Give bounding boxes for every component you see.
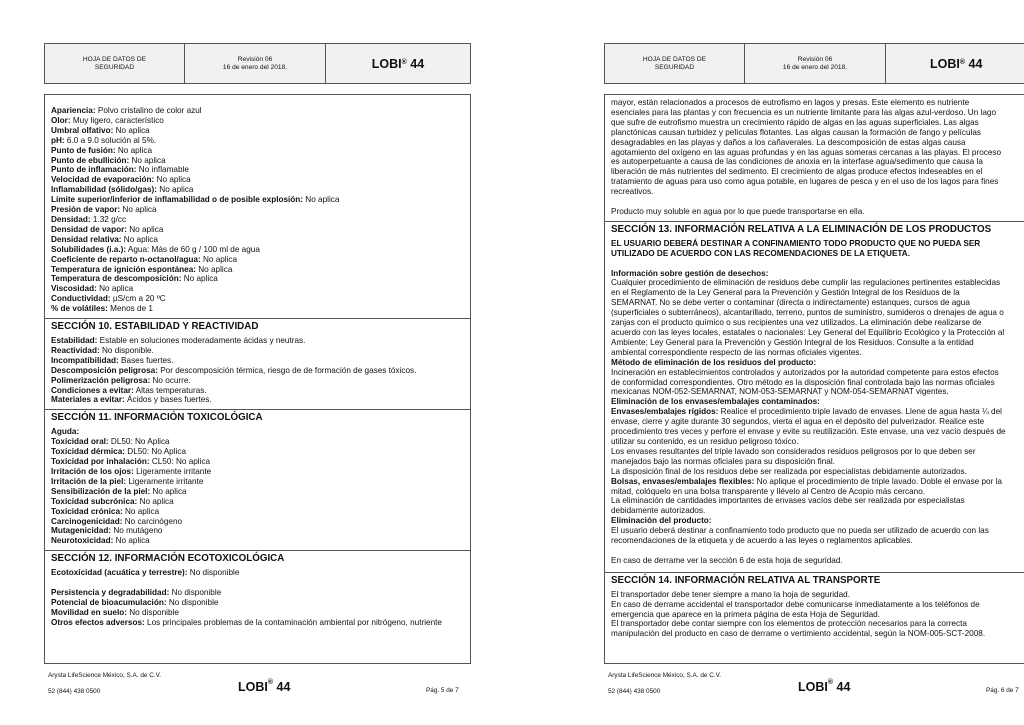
text-line: mayor, están relacionados a procesos de eutrofismo en lagos y presas. Este elemento es nutriente <box>611 98 970 107</box>
text-line: envase, cierre y agite durante 30 segundos, vierta el agua en el depósito del pulverizador. Realice este <box>611 417 985 427</box>
section-14-text <box>611 590 1024 640</box>
toxicology-row: Toxicidad crónica: No aplica <box>51 506 160 516</box>
revision-line1: Revisión 06 <box>797 55 833 63</box>
stability-row: Reactividad: No disponible. <box>51 345 154 355</box>
product-number: 44 <box>965 56 983 71</box>
text-line: La eliminación de cantidades importantes de envases vacíos debe ser realizada por especialistas <box>611 496 965 506</box>
text-line: recomendaciones de la etiqueta y de acuerdo a las leyes o reglamentos aplicables. <box>611 536 913 546</box>
property-row: Umbral olfativo: No aplica <box>51 125 150 135</box>
property-row: Densidad: 1.32 g/cc <box>51 214 127 224</box>
ecotox-row: Potencial de bioacumulación: No disponible <box>51 597 219 607</box>
toxicology-row: Toxicidad por inhalación: CL50: No aplica <box>51 457 211 467</box>
spill-note: En caso de derrame ver la sección 6 de esta hoja de seguridad. <box>611 555 843 565</box>
stability-row: Polimerización peligrosa: No ocurre. <box>51 375 191 385</box>
page-header <box>604 43 1024 84</box>
disposal-warning-line1: EL USUARIO DEBERÁ DESTINAR A CONFINAMIENTO TODO PRODUCTO QUE NO PUEDA SER <box>611 238 981 248</box>
text-line: mexicanas NOM-052-SEMARNAT, NOM-053-SEMARNAT y NOM-054-SEMARNAT vigentes. <box>611 387 949 397</box>
text-line: es autoperpetuante a causa de las condiciones de anoxia en la interfase agua/sedimento que causa la <box>611 157 983 167</box>
footer-product-name: LOBI® 44 <box>238 679 291 694</box>
text-line: desagradables en las playas y daños a los cañaverales. La descomposición de estas algas causa <box>611 137 966 147</box>
property-row: Conductividad: µS/cm a 20 ºC <box>51 294 166 304</box>
ecotox-row: Movilidad en suelo: No disponible <box>51 607 179 617</box>
page-content <box>604 94 1024 664</box>
text-line: esenciales para las plantas y con frecuencia es un nutriente limitante para las algas azul-verdoso. Un lago <box>611 107 997 117</box>
stability-row: Descomposición peligrosa: Por descomposición térmica, riesgo de de formación de gases tóxicos. <box>51 365 417 375</box>
toxicology-row: Mutagenicidad: No mutágeno <box>51 526 163 536</box>
footer-company: Arysta LifeScience México, S.A. de C.V. <box>48 672 162 679</box>
text-line: La disposición final de los residuos debe ser realizada por especialistas debidamente autorizados. <box>611 466 967 476</box>
text-line: SEMARNAT. No se debe verter o contaminar (directa o indirectamente) estanques, cursos de agua <box>611 298 970 308</box>
property-row: Densidad relativa: No aplica <box>51 234 158 244</box>
resulting-containers-text <box>611 447 1024 477</box>
product-name: LOBI <box>930 56 960 71</box>
revision-line1: Revisión 06 <box>237 55 273 63</box>
toxicology-row: Carcinogenicidad: No carcinógeno <box>51 516 183 526</box>
section-11-title: SECCIÓN 11. INFORMACIÓN TOXICOLÓGICA <box>45 409 470 427</box>
toxicology-row: Toxicidad subcrónica: No aplica <box>51 496 174 506</box>
toxicology-row: Neurotoxicidad: No aplica <box>51 536 150 546</box>
text-line: en el Reglamento de la Ley General para la Prevención y Gestión Integral de los Residuos de la <box>611 288 960 298</box>
flexible-containers-text <box>611 477 1024 517</box>
toxicology-row: Irritación de los ojos: Ligeramente irritante <box>51 467 212 476</box>
waste-info-heading: Información sobre gestión de desechos: <box>611 268 769 278</box>
footer-phone: 52 (844) 438 0500 <box>48 688 101 695</box>
page-5 <box>44 0 514 725</box>
stability-row: Incompatibilidad: Bases fuertes. <box>51 355 174 365</box>
text-line: que sufre de eutrofismo muestra un crecimiento rápido de algas en las aguas superficiales. Las algas <box>611 117 979 127</box>
text-line: de conformidad correspondientes. Otro método es la disposición final controlada bajo las normas oficiales <box>611 377 995 387</box>
doc-title-line2: SEGURIDAD <box>94 63 135 71</box>
text-line: debidamente autorizados. <box>611 506 706 516</box>
ecotox-row: Otros efectos adversos: Los principales problemas de la contaminación ambiental por nitrógeno, nutriente <box>51 617 442 627</box>
text-line: Bolsas, envases/embalajes flexibles: No aplique el procedimiento de triple lavado. Doble el envase por la <box>611 476 1002 486</box>
section-10-list <box>51 336 464 405</box>
registered-mark: ® <box>401 58 407 66</box>
property-row: Viscosidad: No aplica <box>51 284 134 294</box>
text-line: utilizar su contenido, es un residuo peligroso tóxico. <box>611 436 799 446</box>
text-line: procedimiento tres veces y perfore el envase y evite su reutilización. Este envase, una vez vacío después de <box>611 427 1006 437</box>
property-row: Temperatura de descomposición: No aplica <box>51 274 218 284</box>
text-line: (superficiales o subterráneos), alcantarillado, terreno, puntos de suministro, sumideros o drenajes de agua o <box>611 308 1004 318</box>
footer-product-name: LOBI® 44 <box>798 679 851 694</box>
toxicology-row: Irritación de la piel: Ligeramente irritante <box>51 476 204 486</box>
revision-date: 16 de enero del 2018. <box>222 63 288 71</box>
property-row: Velocidad de evaporación: No aplica <box>51 175 191 185</box>
text-line: Incineración en establecimientos controlados y autorizados por la autoridad competente para estos efectos <box>611 367 999 377</box>
disposal-warning-line2: UTILIZADO DE ACUERDO CON LAS RECOMENDACIONES DE LA ETIQUETA. <box>611 248 910 258</box>
text-line: manejados bajo las normas oficiales para su disposición final. <box>611 456 835 466</box>
section-14-title: SECCIÓN 14. INFORMACIÓN RELATIVA AL TRANSPORTE <box>605 572 1024 590</box>
toxicology-row: Toxicidad dérmica: DL50: No Aplica <box>51 447 187 457</box>
doc-title-line2: SEGURIDAD <box>654 63 695 71</box>
waste-info-text <box>611 278 1024 357</box>
property-row: Punto de fusión: No aplica <box>51 145 153 155</box>
property-row: Solubilidades (i.a.): Agua: Más de 60 g / 100 ml de agua <box>51 244 260 254</box>
doc-title-line1: HOJA DE DATOS DE <box>642 55 707 63</box>
text-line: El transportador debe contar siempre con los elementos de protección necesarios para la correcta <box>611 619 967 629</box>
text-line: emergencia que aparece en la primera página de esta Hoja de Seguridad. <box>611 609 881 619</box>
text-line: Los envases resultantes del triple lavado son considerados residuos peligrosos por lo que deben ser <box>611 446 976 456</box>
section-13-title: SECCIÓN 13. INFORMACIÓN RELATIVA A LA ELIMINACIÓN DE LOS PRODUCTOS <box>605 221 1024 239</box>
text-line: Cualquier procedimiento de eliminación de residuos debe cumplir las regulaciones pertinentes establecidas <box>611 278 1001 288</box>
page-header <box>44 43 471 84</box>
rigid-containers-text <box>611 407 1024 447</box>
stability-row: Condiciones a evitar: Altas temperaturas. <box>51 385 207 395</box>
property-row: Densidad de vapor: No aplica <box>51 224 164 234</box>
section-10-title: SECCIÓN 10. ESTABILIDAD Y REACTIVIDAD <box>45 318 470 336</box>
toxicology-row: Sensibilización de la piel: No aplica <box>51 486 187 496</box>
text-line: agotamiento del oxígeno en las aguas profundas y en las aguas someras cercanas a las playas. El proceso <box>611 147 1002 157</box>
text-line: mitad, colóquelo en una bolsa transparente y llévelo al Centro de Acopio más cercano. <box>611 486 926 496</box>
revision-cell <box>745 44 886 83</box>
section-11-list <box>51 437 464 546</box>
physical-properties-list <box>51 106 464 314</box>
text-line: Envases/embalajes rígidos: Realice el procedimiento triple lavado de envases. Llene de agua hasta ¼ del <box>611 407 1002 417</box>
text-line: En caso de derrame accidental el transportador debe comunicarse inmediatamente a los teléfonos de <box>611 599 980 609</box>
ecotoxicity-line: Ecotoxicidad (acuática y terrestre): No disponible <box>51 568 240 578</box>
section-12-list <box>51 588 464 628</box>
containers-heading: Eliminación de los envases/embalajes contaminados: <box>611 397 820 407</box>
text-line: ambiental correspondiente respecto de las normas oficiales vigentes. <box>611 347 862 357</box>
text-line: Ambiente; Ley General para la Prevención y Gestión Integral de los Residuos. Consulte a la entidad <box>611 337 974 347</box>
ecotox-row: Persistencia y degradabilidad: No disponible <box>51 588 222 598</box>
property-row: Olor: Muy ligero, característico <box>51 115 164 125</box>
text-line: acuerdo con las leyes locales, estatales o nacionales: Ley General del Equilibrio Ecológico y la Protección al <box>611 328 1005 337</box>
property-row: % de volátiles: Menos de 1 <box>51 304 153 314</box>
product-number: 44 <box>406 56 425 71</box>
revision-cell <box>185 44 326 83</box>
disposal-method-text <box>611 368 1024 398</box>
product-elimination-text <box>611 526 1024 546</box>
text-line: liberación de más nutrientes del sedimento. El crecimiento de algas produce efectos indeseables en el <box>611 167 983 177</box>
solubility-note: Producto muy soluble en agua por lo que puede transportarse en ella. <box>611 206 865 216</box>
text-line: El usuario deberá destinar a confinamiento todo producto que no pueda ser utilizado de acuerdo con las <box>611 526 989 536</box>
property-row: Presión de vapor: No aplica <box>51 205 157 215</box>
section-11-subhead: Aguda: <box>51 427 80 437</box>
property-row: Apariencia: Polvo cristalino de color azul <box>51 106 202 115</box>
doc-title-cell <box>605 44 745 83</box>
property-row: Límite superior/inferior de inflamabilidad o de posible explosión: No aplica <box>51 195 340 205</box>
toxicology-row: Toxicidad oral: DL50: No Aplica <box>51 437 170 447</box>
stability-row: Estabilidad: Estable en soluciones moderadamente ácidas y neutras. <box>51 336 306 346</box>
footer-phone: 52 (844) 438 0500 <box>608 688 661 695</box>
doc-title-cell <box>45 44 185 83</box>
property-row: pH: 6.0 a 9.0 solución al 5%. <box>51 135 157 145</box>
page-number: Pág. 5 de 7 <box>426 687 459 694</box>
text-line: zanjas con el producto químico o sus recipientes una vez utilizados. La eliminación debe realizarse de <box>611 318 982 328</box>
page-6 <box>604 0 1024 725</box>
product-name-cell <box>326 44 470 83</box>
text-line: manipulación del producto en caso de derrame o vertimiento accidental, según la NOM-005-SCT-2008. <box>611 629 986 639</box>
property-row: Punto de inflamación: No inflamable <box>51 165 189 175</box>
registered-mark: ® <box>959 58 966 66</box>
product-elimination-heading: Eliminación del producto: <box>611 516 712 526</box>
property-row: Temperatura de ignición espontánea: No aplica <box>51 264 233 274</box>
text-line: El transportador debe tener siempre a mano la hoja de seguridad. <box>611 589 850 599</box>
text-line: planctónicas causan turbidez y películas flotantes. Las algas causan la formación de fango y películas <box>611 127 982 137</box>
product-name: LOBI <box>371 56 402 71</box>
footer-company: Arysta LifeScience México, S.A. de C.V. <box>608 672 722 679</box>
property-row: Punto de ebullición: No aplica <box>51 155 166 165</box>
disposal-method-heading: Método de eliminación de los residuos del producto: <box>611 357 817 367</box>
property-row: Coeficiente de reparto n-octanol/agua: No aplica <box>51 254 238 264</box>
stability-row: Materiales a evitar: Ácidos y bases fuertes. <box>51 395 212 405</box>
property-row: Inflamabilidad (sólido/gas): No aplica <box>51 185 194 195</box>
revision-date: 16 de enero del 2018. <box>782 63 848 71</box>
ecotox-continuation <box>611 98 1024 197</box>
page-content <box>44 94 471 664</box>
product-name-cell <box>886 44 1024 83</box>
text-line: tratamiento de aguas para uso como agua potable, en lugares de pesca y en el uso de los lagos para fines <box>611 177 999 187</box>
section-12-title: SECCIÓN 12. INFORMACIÓN ECOTOXICOLÓGICA <box>45 550 470 568</box>
text-line: recreativos. <box>611 187 654 197</box>
doc-title-line1: HOJA DE DATOS DE <box>82 55 147 63</box>
page-number: Pág. 6 de 7 <box>986 687 1019 694</box>
